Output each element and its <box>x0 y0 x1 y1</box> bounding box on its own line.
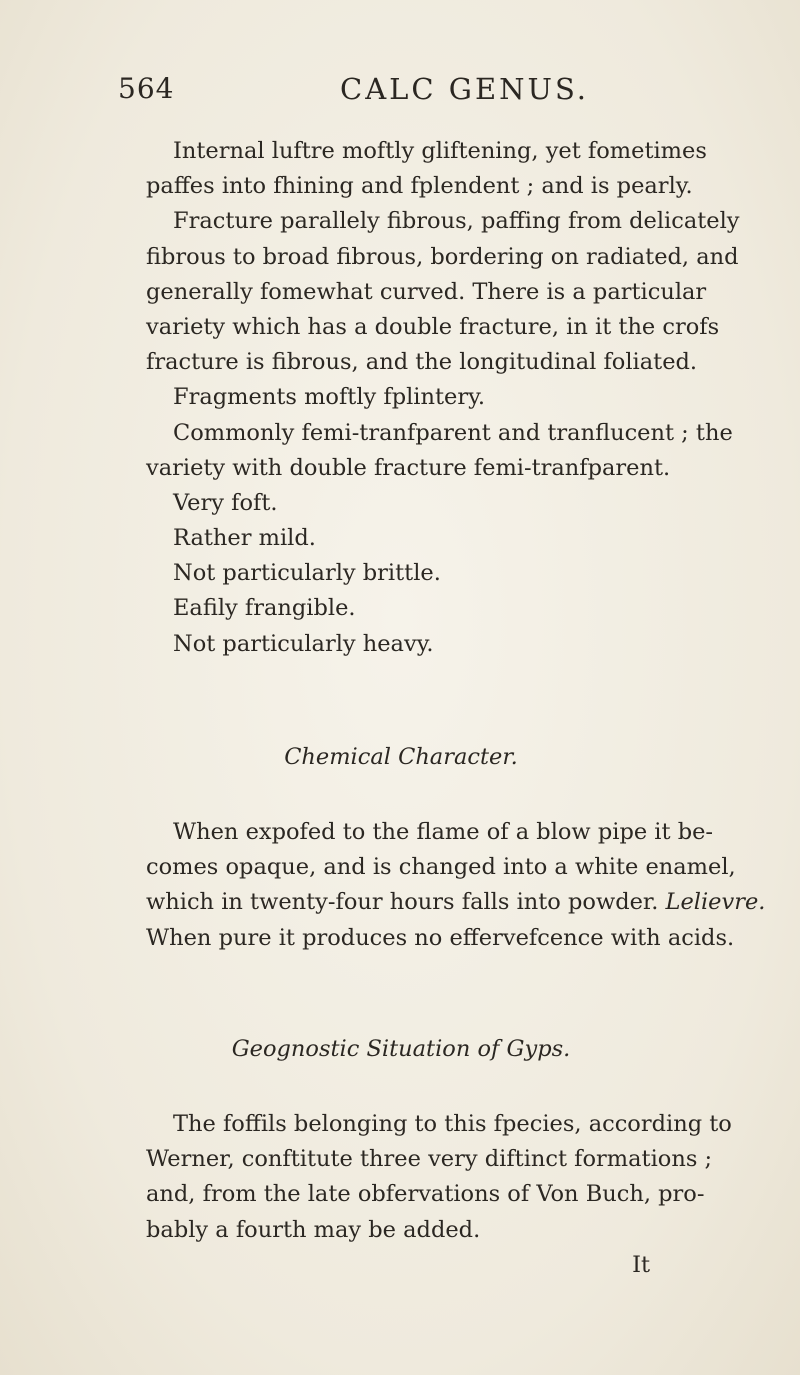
citation: Lelievre. <box>665 889 766 916</box>
section-heading-geognostic: Geognostic Situation of Gyps. <box>231 1035 571 1062</box>
text-line: Very foft. <box>173 489 278 516</box>
text-line: variety with double fracture femi-tranfparent. <box>146 454 671 481</box>
text-line: Fragments moftly fplintery. <box>173 384 485 411</box>
text-line: Fracture parallely fibrous, paffing from delicately <box>173 208 740 235</box>
text-line: variety which has a double fracture, in it the crofs <box>146 313 720 340</box>
text-line: Internal luftre moftly gliftening, yet fometimes <box>173 138 707 164</box>
catchword: It <box>632 1251 650 1278</box>
text-line: paffes into fhining and fplendent ; and is pearly. <box>146 173 693 200</box>
text-line: The foffils belonging to this fpecies, according to <box>173 1110 732 1137</box>
page-number: 564 <box>118 72 175 105</box>
text-line: Eafily frangible. <box>173 595 356 622</box>
text-line: which in twenty-four hours falls into powder. Lelievre. <box>146 889 766 916</box>
text-line: and, from the late obfervations of Von Buch, pro- <box>146 1181 705 1208</box>
page-header <box>118 72 678 112</box>
text-line: When expofed to the flame of a blow pipe it be- <box>173 819 714 845</box>
section-heading-chemical: Chemical Character. <box>284 743 518 770</box>
text-line: comes opaque, and is changed into a white enamel, <box>146 854 736 881</box>
text-line: Not particularly heavy. <box>173 630 434 657</box>
running-head: CALC GENUS. <box>340 72 589 106</box>
text-line: Commonly femi-tranfparent and tranflucent ; the <box>173 419 733 446</box>
text-line: Rather mild. <box>173 525 316 552</box>
text-line: When pure it produces no effervefcence with acids. <box>146 924 735 951</box>
body-text <box>146 134 766 1283</box>
text-line: fibrous to broad fibrous, bordering on radiated, and <box>146 243 739 270</box>
text-line: bably a fourth may be added. <box>146 1216 481 1243</box>
text-line: generally fomewhat curved. There is a particular <box>146 278 707 305</box>
text-line: Werner, conftitute three very diftinct formations ; <box>146 1146 713 1173</box>
text-line: fracture is fibrous, and the longitudinal foliated. <box>146 349 698 376</box>
text-line: Not particularly brittle. <box>173 560 441 587</box>
